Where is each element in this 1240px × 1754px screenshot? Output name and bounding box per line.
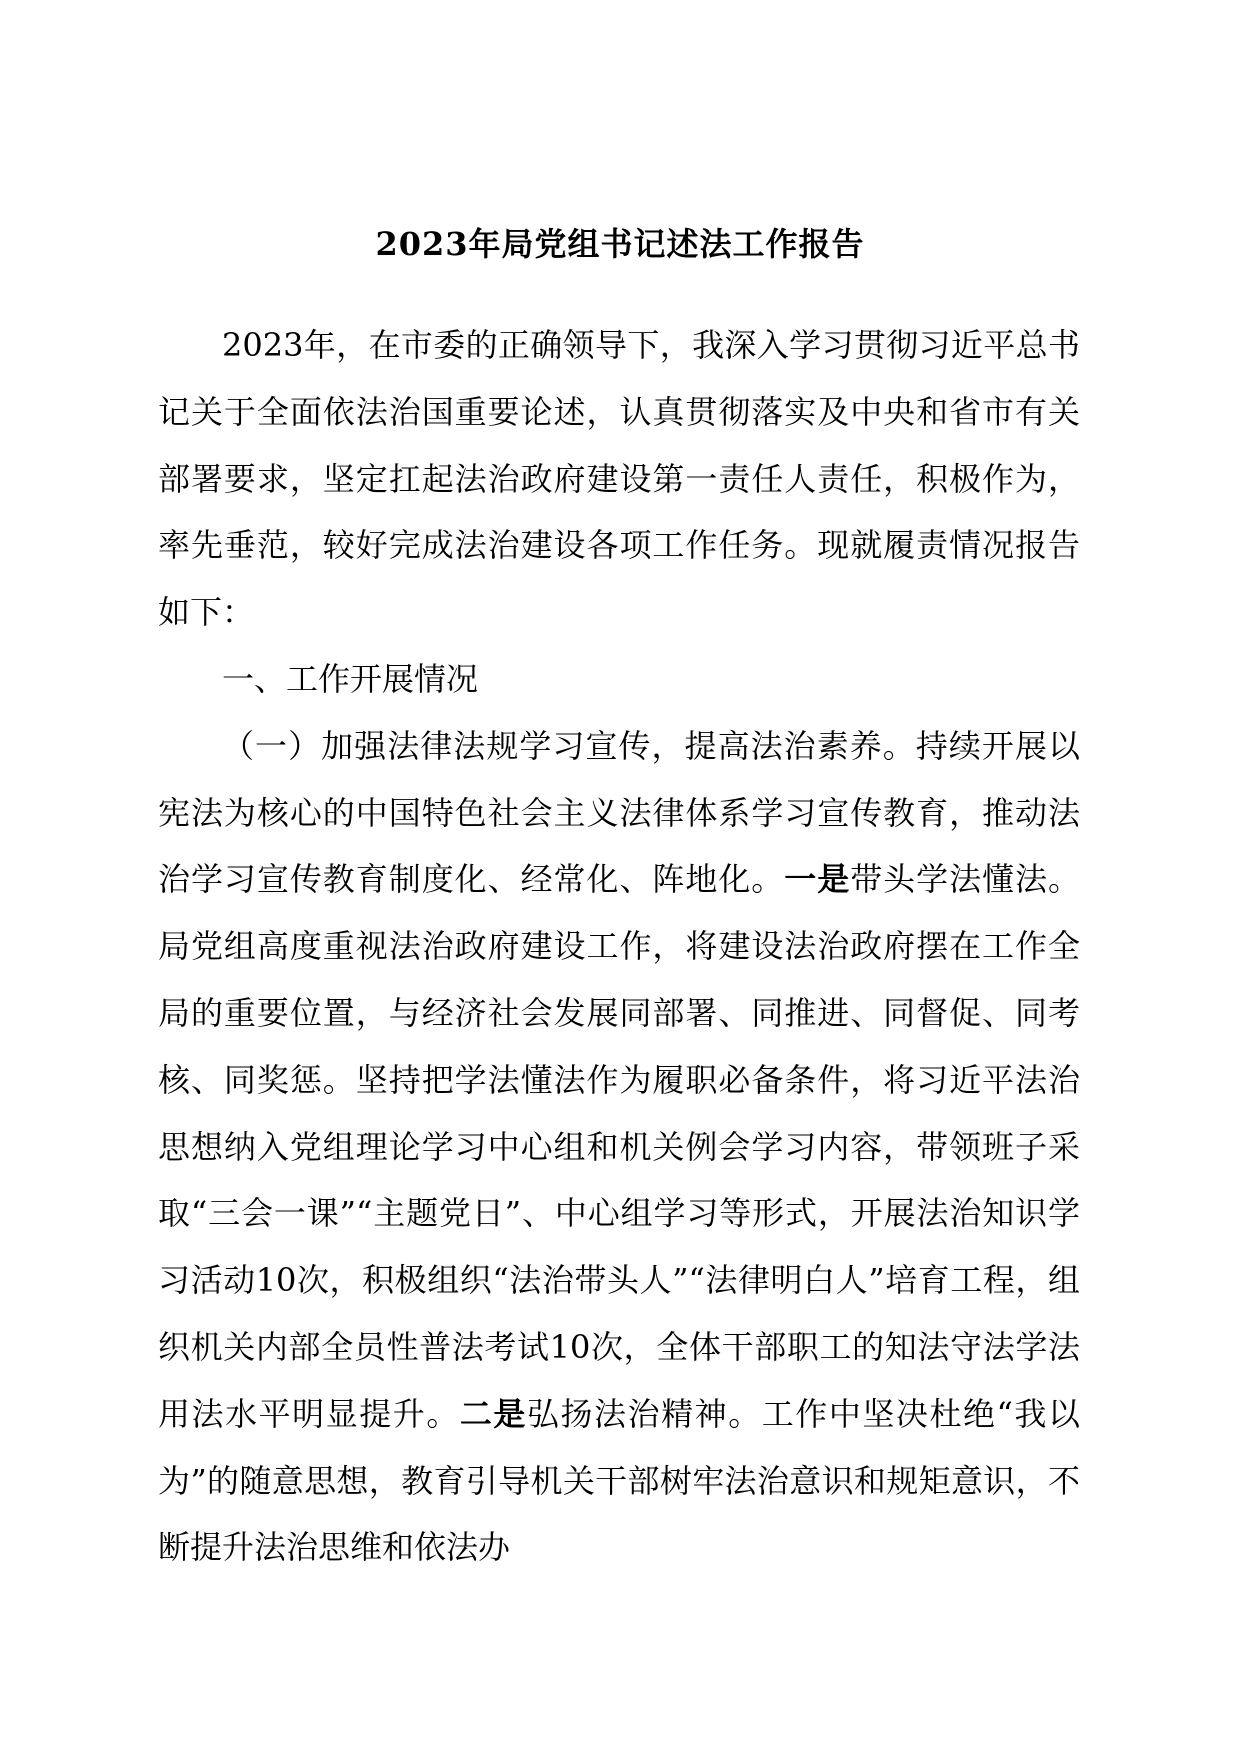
paragraph-1-part-a: （一）加强法律法规学习宣传，提高法治素养。持续开展以宪法为核心的中国特色社会主义法律体系学习宣传教育，推动法治学习宣传教育制度化、经常化、阵地化。 (158, 726, 1080, 899)
paragraph-1-part-b: 带头学法懂法。局党组高度重视法治政府建设工作，将建设法治政府摆在工作全局的重要位置，与经济社会发展同部署、同推进、同督促、同考核、同奖惩。坚持把学法懂法作为履职必备条件，将习近平法治思想纳入党组理论学习中心组和机关例会学习内容，带领班子采取“三会一课”“主题党日”、中心组学习等形式，开展法治知识学习活动10次，积极组织“法治带头人”“法律明白人”培育工程，组织机关内部全员性普法考试10次，全体干部职工的知法守法学法用法水平明显提升。 (158, 860, 1080, 1433)
intro-paragraph: 2023年，在市委的正确领导下，我深入学习贯彻习近平总书记关于全面依法治国重要论述，认真贯彻落实及中央和省市有关部署要求，坚定扛起法治政府建设第一责任人责任，积极作为，率先垂范，较好完成法治建设各项工作任务。现就履责情况报告如下： (158, 326, 1080, 632)
paragraph-1 (158, 713, 1080, 1581)
emphasis-second: 二是 (459, 1394, 527, 1433)
section-heading: 一、工作开展情况 (222, 659, 479, 698)
paragraph-1-part-c: 弘扬法治精神。工作中坚决杜绝“我以为”的随意思想，教育引导机关干部树牢法治意识和规矩意识，不断提升法治思维和依法办 (158, 1394, 1080, 1567)
document-title: 2023年局党组书记述法工作报告 (375, 225, 865, 263)
document-body (158, 312, 1080, 1581)
emphasis-first: 一是 (784, 860, 851, 899)
